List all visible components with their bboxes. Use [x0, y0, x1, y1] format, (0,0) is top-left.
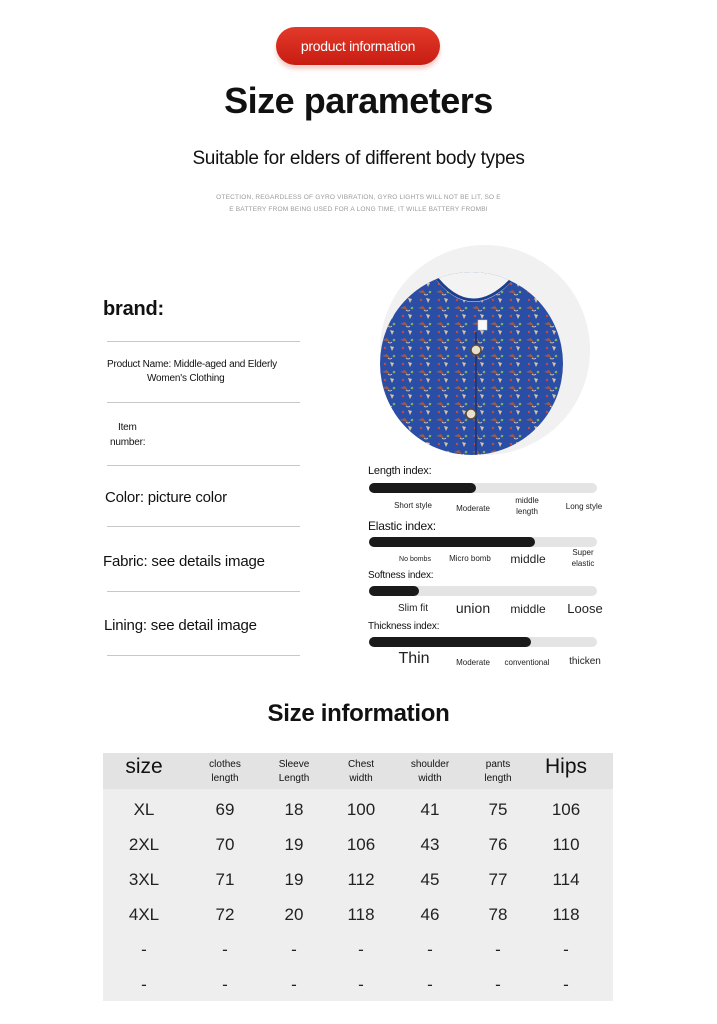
thickness-option: Moderate	[456, 658, 490, 667]
table-cell: -	[222, 940, 228, 959]
brand-label: brand:	[103, 298, 165, 320]
table-cell: 70	[215, 835, 235, 854]
fine-print-line-2: E BATTERY FROM BEING USED FOR A LONG TIME, IT WILLE BATTERY FROMBI	[229, 206, 488, 213]
table-cell: 71	[215, 870, 235, 889]
softness-option: union	[455, 600, 491, 616]
softness-option: middle	[510, 602, 546, 616]
table-cell: 43	[420, 835, 440, 854]
page-subtitle: Suitable for elders of different body types	[192, 148, 525, 169]
table-header-cell: shoulder	[410, 759, 450, 770]
table-header-cell: length	[484, 773, 512, 784]
table-cell: -	[291, 940, 297, 959]
elastic-option: Micro bomb	[449, 554, 491, 563]
table-cell: 112	[347, 870, 375, 889]
divider	[107, 341, 300, 342]
table-cell: 20	[284, 905, 304, 924]
fabric-spec: Fabric: see details image	[103, 553, 265, 570]
table-cell: 41	[420, 800, 440, 819]
size-label-cell: -	[141, 940, 147, 959]
elastic-option: middle	[510, 552, 546, 566]
length-index-track	[369, 483, 597, 493]
elastic-option: Super elastic	[571, 548, 595, 568]
softness-option: Slim fit	[398, 603, 428, 614]
table-cell: -	[222, 975, 228, 994]
table-cell: 114	[552, 870, 580, 889]
elastic-index-label: Elastic index:	[368, 519, 436, 533]
color-spec: Color: picture color	[105, 489, 227, 506]
table-cell: 106	[551, 800, 581, 819]
badge-label: product information	[300, 38, 416, 54]
table-header-cell: length	[211, 773, 239, 784]
table-cell: -	[358, 940, 364, 959]
softness-index-fill	[369, 586, 419, 596]
divider	[107, 465, 300, 466]
table-cell: 77	[488, 870, 508, 889]
table-cell: -	[495, 940, 501, 959]
thickness-option: conventional	[504, 658, 550, 667]
table-cell: -	[563, 975, 569, 994]
fine-print-line-1: OTECTION, REGARDLESS OF GYRO VIBRATION, GYRO LIGHTS WILL NOT BE LIT, SO E	[216, 194, 501, 201]
thickness-index-label: Thickness index:	[368, 621, 440, 632]
table-cell: 19	[284, 870, 304, 889]
table-cell: 100	[346, 800, 376, 819]
table-cell: 78	[488, 905, 508, 924]
divider	[107, 526, 300, 527]
size-label-cell: 4XL	[128, 905, 160, 924]
table-cell: 110	[552, 835, 580, 854]
table-cell: -	[291, 975, 297, 994]
table-header-cell: Sleeve	[278, 759, 310, 770]
table-header-cell: Length	[278, 773, 310, 784]
size-label-cell: -	[141, 975, 147, 994]
table-header-cell: size	[125, 755, 163, 778]
length-index-fill	[369, 483, 476, 493]
length-option: Short style	[394, 501, 432, 510]
divider	[107, 655, 300, 656]
table-cell: -	[358, 975, 364, 994]
length-option: Long style	[565, 502, 603, 511]
length-index-label: Length index:	[368, 465, 432, 477]
garment-photo	[380, 272, 563, 455]
table-cell: -	[495, 975, 501, 994]
softness-option: Loose	[567, 601, 603, 616]
divider	[107, 402, 300, 403]
thickness-option: Thin	[398, 650, 430, 667]
length-option: middle length	[515, 496, 539, 516]
length-option: Moderate	[456, 504, 490, 513]
table-cell: 69	[215, 800, 235, 819]
table-cell: 76	[488, 835, 508, 854]
lining-spec: Lining: see detail image	[104, 617, 257, 634]
table-header-cell: Chest	[347, 759, 375, 770]
table-cell: -	[563, 940, 569, 959]
table-cell: 18	[284, 800, 304, 819]
table-cell: 72	[215, 905, 235, 924]
table-cell: -	[427, 940, 433, 959]
table-header-cell: width	[349, 773, 373, 784]
table-header-cell: width	[418, 773, 442, 784]
size-information-title: Size information	[267, 700, 450, 727]
table-cell: 118	[552, 905, 580, 924]
table-header-cell: clothes	[209, 759, 241, 770]
table-cell: 19	[284, 835, 304, 854]
thickness-option: thicken	[569, 656, 601, 667]
table-cell: -	[427, 975, 433, 994]
thickness-index-fill	[369, 637, 531, 647]
table-header-cell: Hips	[544, 755, 587, 778]
divider	[107, 591, 300, 592]
table-cell: 106	[346, 835, 376, 854]
item-number-line-1: Item	[118, 422, 137, 433]
product-name-line-2: Women's Clothing	[147, 373, 225, 384]
softness-index-label: Softness index:	[368, 570, 434, 581]
softness-index-track	[369, 586, 597, 596]
size-label-cell: XL	[133, 800, 155, 819]
table-cell: 46	[420, 905, 440, 924]
size-label-cell: 3XL	[128, 870, 160, 889]
product-name-line-1: Product Name: Middle-aged and Elderly	[107, 359, 277, 370]
table-cell: 45	[420, 870, 440, 889]
page-title: Size parameters	[224, 80, 493, 121]
table-cell: 75	[488, 800, 508, 819]
table-header-cell: pants	[485, 759, 511, 770]
elastic-option: No bombs	[399, 556, 431, 563]
elastic-index-fill	[369, 537, 535, 547]
item-number-line-2: number:	[110, 437, 146, 448]
table-cell: 118	[347, 905, 375, 924]
product-information-badge	[276, 27, 440, 65]
size-label-cell: 2XL	[128, 835, 160, 854]
elastic-index-track	[369, 537, 597, 547]
thickness-index-track	[369, 637, 597, 647]
